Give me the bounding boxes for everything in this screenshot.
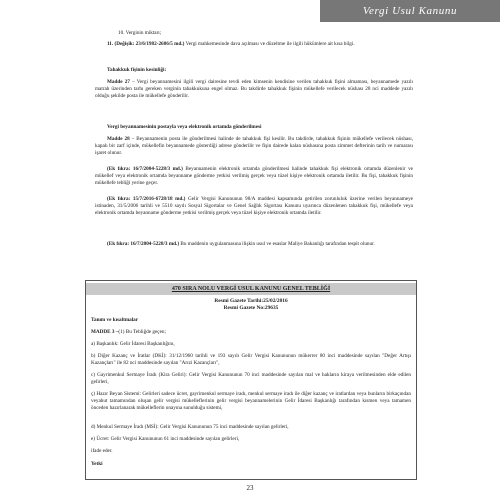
running-header [320,0,500,22]
teblig-title-text: 470 SIRA NOLU VERGİ USUL KANUNU GENEL TEBLİĞİ [171,286,331,292]
ek-fikra-3-label: (Ek fıkra: 16/7/2004-5228/3 md.) [107,241,180,247]
ek-fikra-2 [95,196,413,218]
gazette-date: Resmi Gazete Tarihi:25/02/2016 [214,298,288,304]
madde-28-text: – Beyannamenin posta ile gönderilmesi halinde de tahakkuk fişi kesilir. Bu takdirde, tahakkuk fişinin mükellefe verilecek nüshası, kapalı bir zarf içinde, mükellefin beyannamede gösterdiği adrese gönderilir ve fişin dairede kalan nüshasına posta zimmet defterinin tarih ve numarası işaret olunur. [95,136,413,157]
heading-kesinlik: Tahakkuk fişinin kesinliği: [107,67,167,73]
definition-c: c) Gayrimenkul Sermaye İradı (Kira Geliri): Gelir Vergisi Kanununun 70 inci maddesinde sayılan mal ve hakların kiraya verilmesinden elde edilen gelirleri, [91,372,411,385]
ek-fikra-1-text: Beyannamenin elektronik ortamda gönderilmesi halinde tahakkuk fişi elektronik ortamda düzenlenir ve mükellef veya elektronik ortamda beyanname gönderme yetkisi verilmiş gerçek veya tüzel kişiye elektronik ortamda iletilir. Bu fişi, tahakkuk fişinin mükellefe tebliği yerine geçer. [95,166,413,187]
definition-c-cedilla: ç) Hazır Beyan Sistemi: Gelirleri sadece ücret, gayrimenkul sermaye iradı, menkul sermaye iradı ile diğer kazanç ve iratlardan veya bunların birkaçından veyahut tamamından oluşan gelir vergisi mükelleflerinin gelir vergisi beyannamelerinin Gelir İdaresi Başkanlığı tarafından kısmen veya tamamen önceden hazırlanarak mükelleflerin onayına sunulduğu sistemi, [91,391,411,411]
ek-fikra-1 [95,166,413,188]
item-10: 10. Verginin miktarı; [118,30,162,36]
ek-fikra-2-label: (Ek fıkra: 15/7/2016-6728/18 md.) [107,196,186,202]
teblig-title [86,283,416,295]
gazette-number: Resmi Gazete No:29635 [223,305,279,311]
heading-posta: Vergi beyannamesinin postayla veya elektronik ortamda gönderilmesi [107,124,262,130]
item-11-amend: 11. (Değişik: 23/6/1982-2686/5 md.) [107,41,185,47]
madde-3 [91,329,411,336]
madde-3-label: MADDE 3 – [91,329,119,335]
madde-3-text: (1) Bu Tebliğde geçen; [118,329,166,335]
ifade-eder: ifade eder. [91,448,113,454]
madde-27-label: Madde 27 [107,79,130,85]
teblig-box [85,280,417,480]
heading-yetki: Yetki [91,461,103,467]
header-title: Vergi Usul Kanunu [362,5,458,17]
item-11 [95,41,413,48]
madde-28-label: Madde 28 [107,136,130,142]
definition-e: e) Ücret: Gelir Vergisi Kanununun 61 inci maddesinde sayılan gelirleri, [91,436,240,442]
ek-fikra-1-label: (Ek fıkra: 16/7/2004-5228/3 md.) [107,166,183,172]
ek-fikra-3 [95,241,413,248]
page-number: 23 [246,484,254,492]
item-11-text: Vergi mahkemesinde dava açılması ve düzeltme ile ilgili hükümlere ait kısa bilgi. [184,41,355,47]
box-heading: Tanım ve kısaltmalar [91,317,139,323]
madde-27-text: – Vergi beyannamesini ilgili vergi dairesine tevdi eden kimsenin kendisine verilen tahakkuk fişini almaması, beyannamede yazılı matrah üzerinden tarhı gereken verginin tahakkukuna engel olmaz. Bu takdirde tahakkuk fişinin mükellefe verilecek nüshası 28 nci maddede yazılı olduğu şekilde posta ile mükellefe gönderilir. [95,79,413,100]
madde-28 [95,136,413,158]
definition-d: d) Menkul Sermaye İradı (MSİ): Gelir Vergisi Kanununun 75 inci maddesinde sayılan gelirleri, [91,424,289,430]
madde-27 [95,79,413,101]
ek-fikra-3-text: Bu maddenin uygulanmasına ilişkin usul ve esaslar Maliye Bakanlığı tarafından tespit olunur. [179,241,375,247]
ek-fikra-2-text: Gelir Vergisi Kanununun 98/A maddesi kapsamında getirilen zorunluluk üzerine verilen beyannameye istinaden, 31/5/2006 tarihli ve 5510 sayılı Sosyal Sigortalar ve Genel Sağlık Sigortası Kanunu uyarınca düzenlenen tahakkuk fişi, mükellefe veya elektronik ortamda beyanname gönderme yetkisi verilmiş gerçek veya tüzel kişiye elektronik ortamda iletilir. [95,196,413,217]
definition-a: a) Başkanlık: Gelir İdaresi Başkanlığını, [91,341,175,347]
definition-b: b) Diğer Kazanç ve İratlar (DKİ): 31/12/1960 tarihli ve 193 sayılı Gelir Vergisi Kanununun mükerrer 80 inci maddesinde sayılan "Değer Artışı Kazançları" ile 82 nci maddesinde sayılan "Arızi Kazançları", [91,353,411,366]
